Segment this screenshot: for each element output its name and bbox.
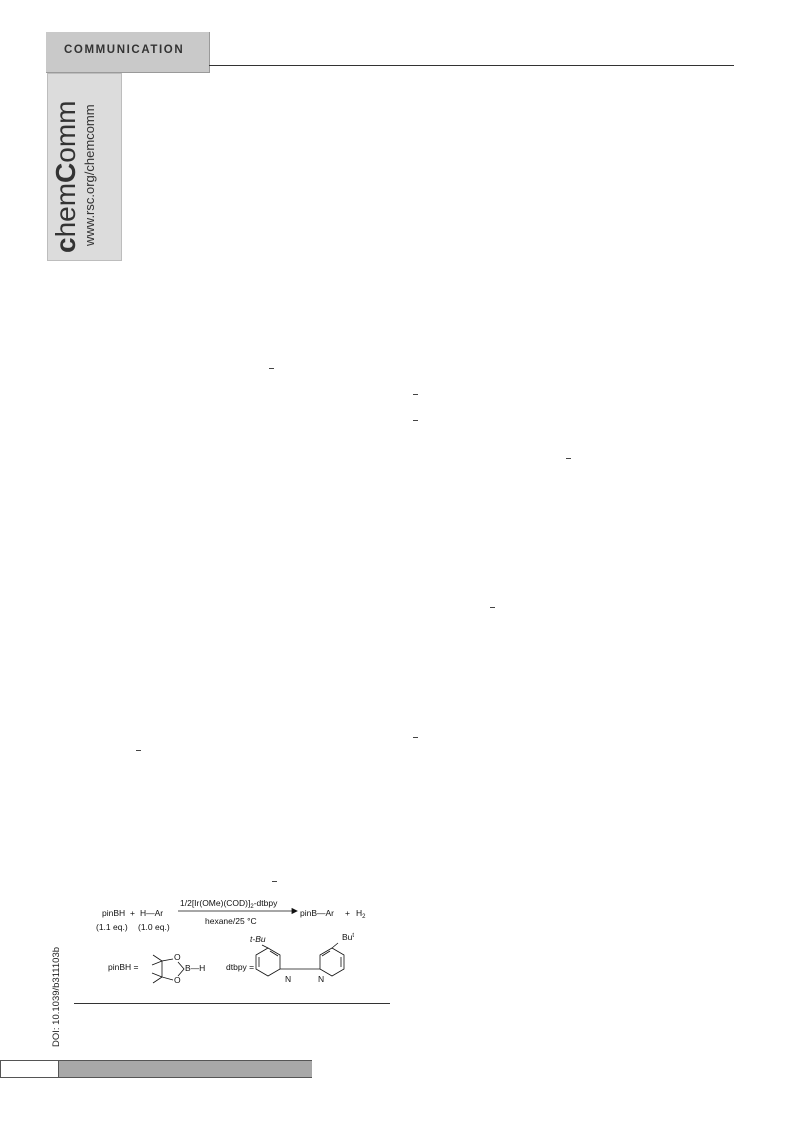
equiv-1: (1.1 eq.) — [96, 922, 128, 932]
tbu-right: Bu$^t$ — [342, 932, 355, 942]
ref-mark — [413, 394, 418, 395]
catalyst-label: $1/2[Ir(OMe)(COD)]_2$-dtbpy — [180, 898, 278, 910]
nitrogen-1: N — [285, 974, 292, 984]
section-label: COMMUNICATION — [64, 44, 185, 56]
footer-bar — [0, 1060, 312, 1078]
nitrogen-2: N — [318, 974, 325, 984]
dtbpy-label: dtbpy = — [226, 962, 255, 972]
header-rule — [209, 65, 734, 66]
methyl-bonds — [152, 955, 162, 983]
ref-mark — [272, 881, 277, 882]
ref-mark — [136, 750, 141, 751]
equiv-2: (1.0 eq.) — [138, 922, 170, 932]
oxygen-bottom: O — [174, 975, 181, 985]
boron-hydride: B—H — [185, 963, 206, 973]
reagent-arh: H—Ar — [140, 908, 164, 918]
ref-mark — [413, 420, 418, 421]
ref-mark — [490, 607, 495, 608]
tbu-bond-left — [262, 945, 268, 948]
journal-logo-box — [47, 73, 122, 261]
ref-mark — [413, 737, 418, 738]
reaction-scheme — [90, 893, 390, 993]
tbu-bond-right — [332, 943, 338, 948]
ref-mark — [566, 458, 571, 459]
pinacol-ring — [162, 959, 184, 980]
plus-sign: + — [130, 908, 135, 918]
arrow-head — [292, 909, 297, 914]
scheme-rule — [74, 1003, 390, 1004]
tbu-left: t-Bu — [250, 934, 266, 944]
journal-brand: chemComm — [50, 100, 81, 253]
plus-sign-2: + — [345, 908, 350, 918]
oxygen-top: O — [174, 952, 181, 962]
reagent-pinbh: pinBH — [102, 908, 126, 918]
footer-bar-fill — [58, 1061, 312, 1077]
product-label: pinB—Ar — [300, 908, 335, 918]
pyridine-ring-right — [320, 948, 344, 976]
doi-label: DOI: 10.1039/b311103b — [51, 946, 62, 1047]
journal-url: www.rsc.org/chemcomm — [82, 104, 97, 246]
ref-mark — [269, 368, 274, 369]
pyridine-ring-left — [256, 948, 280, 976]
pinbh-label: pinBH = — [108, 962, 139, 972]
conditions-label: hexane/25 °C — [205, 916, 257, 926]
byproduct-label: $H_2$ — [356, 908, 366, 920]
